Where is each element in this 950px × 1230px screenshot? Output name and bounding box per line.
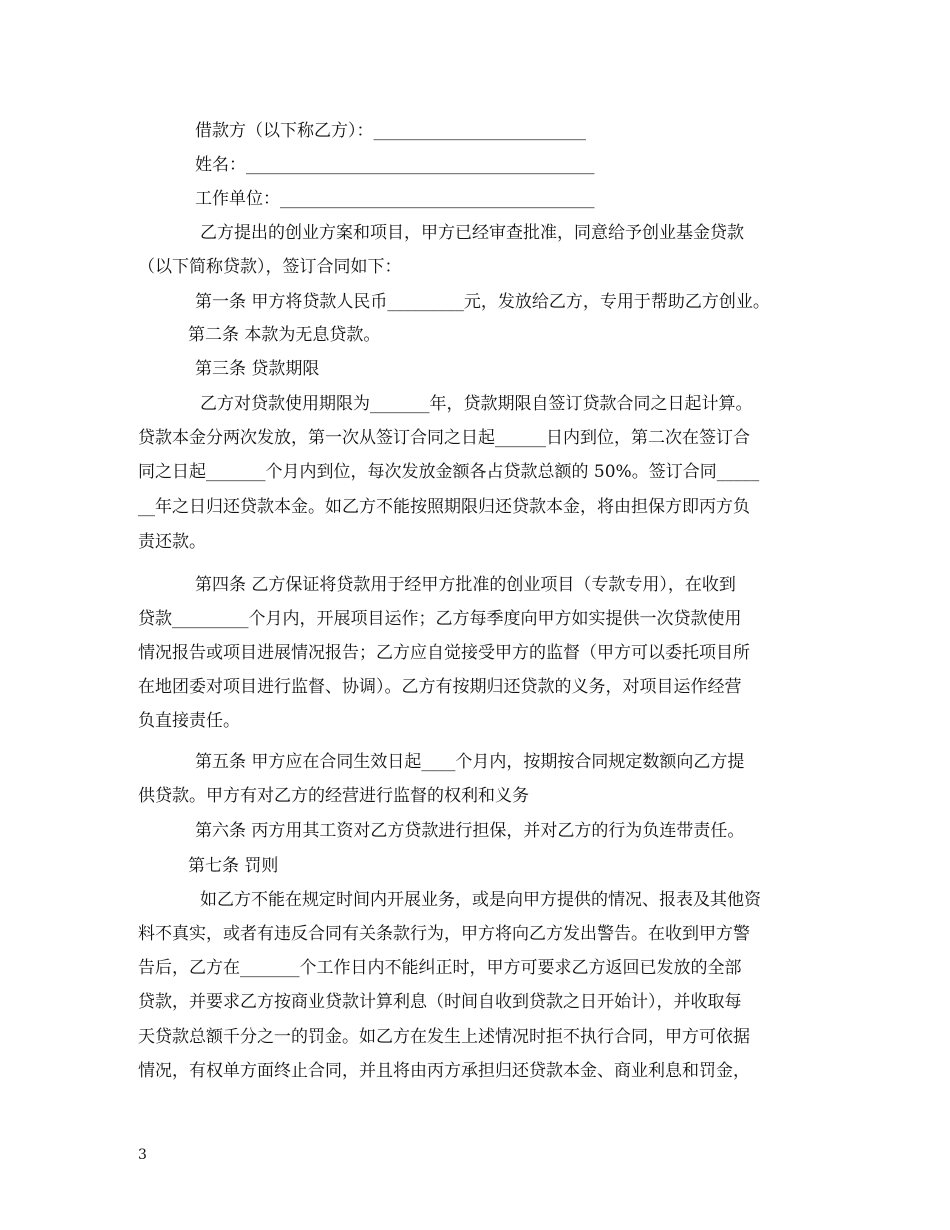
article-3-line: 贷款本金分两次发放，第一次从签订合同之日起______日内到位，第二次在签订合 xyxy=(138,428,750,448)
article-3-heading: 第三条 贷款期限 xyxy=(195,359,320,379)
article-7-line: 情况，有权单方面终止合同，并且将由丙方承担归还贷款本金、商业利息和罚金， xyxy=(138,1061,750,1081)
article-4-line: 在地团委对项目进行监督、协调）。乙方有按期归还贷款的义务，对项目运作经营 xyxy=(138,677,742,697)
article-7-line: 料不真实，或者有违反合同有关条款行为，甲方将向乙方发出警告。在收到甲方警 xyxy=(138,924,750,944)
article-3-line: __年之日归还贷款本金。如乙方不能按照期限归还贷款本金，将由担保方即丙方负 xyxy=(138,497,750,517)
article-4-line: 贷款_________个月内，开展项目运作；乙方每季度向甲方如实提供一次贷款使用 xyxy=(138,609,742,629)
article-7-line: 如乙方不能在规定时间内开展业务，或是向甲方提供的情况、报表及其他资 xyxy=(200,890,761,910)
article-7-line: 告后，乙方在_______个工作日内不能纠正时，甲方可要求乙方返回已发放的全部 xyxy=(138,958,742,978)
article-7-line: 贷款，并要求乙方按商业贷款计算利息（时间自收到贷款之日开始计），并收取每 xyxy=(138,992,742,1012)
article-4-line: 第四条 乙方保证将贷款用于经甲方批准的创业项目（专款专用），在收到 xyxy=(195,575,736,595)
article-1-line: 第一条 甲方将贷款人民币_________元，发放给乙方，专用于帮助乙方创业。 xyxy=(195,292,770,312)
article-2-line: 第二条 本款为无息贷款。 xyxy=(188,325,381,345)
article-5-line: 供贷款。甲方有对乙方的经营进行监督的权利和义务 xyxy=(138,786,529,806)
article-4-line: 负直接责任。 xyxy=(138,711,240,731)
article-5-line: 第五条 甲方应在合同生效日起____个月内，按期按合同规定数额向乙方提 xyxy=(195,752,745,772)
workplace-line: 工作单位：_____________________________________ xyxy=(195,189,595,209)
article-7-heading: 第七条 罚则 xyxy=(188,856,279,876)
article-3-line: 同之日起_______个月内到位，每次发放金额各占贷款总额的 50%。签订合同_____ xyxy=(138,462,760,482)
name-line: 姓名：_________________________________________ xyxy=(195,155,595,175)
article-4-line: 情况报告或项目进展情况报告；乙方应自觉接受甲方的监督（甲方可以委托项目所 xyxy=(138,643,750,663)
article-6-line: 第六条 丙方用其工资对乙方贷款进行担保，并对乙方的行为负连带责任。 xyxy=(195,821,745,841)
article-3-line: 责还款。 xyxy=(138,532,206,552)
page-number: 3 xyxy=(138,1147,147,1163)
article-7-line: 天贷款总额千分之一的罚金。如乙方在发生上述情况时拒不执行合同，甲方可依据 xyxy=(138,1027,750,1047)
article-3-line: 乙方对贷款使用期限为_______年，贷款期限自签订贷款合同之日起计算。 xyxy=(200,394,753,414)
borrower-line: 借款方（以下称乙方）：_________________________ xyxy=(195,121,586,141)
intro-line: （以下简称贷款），签订合同如下： xyxy=(138,257,402,277)
intro-line: 乙方提出的创业方案和项目，甲方已经审查批准，同意给予创业基金贷款 xyxy=(200,223,744,243)
